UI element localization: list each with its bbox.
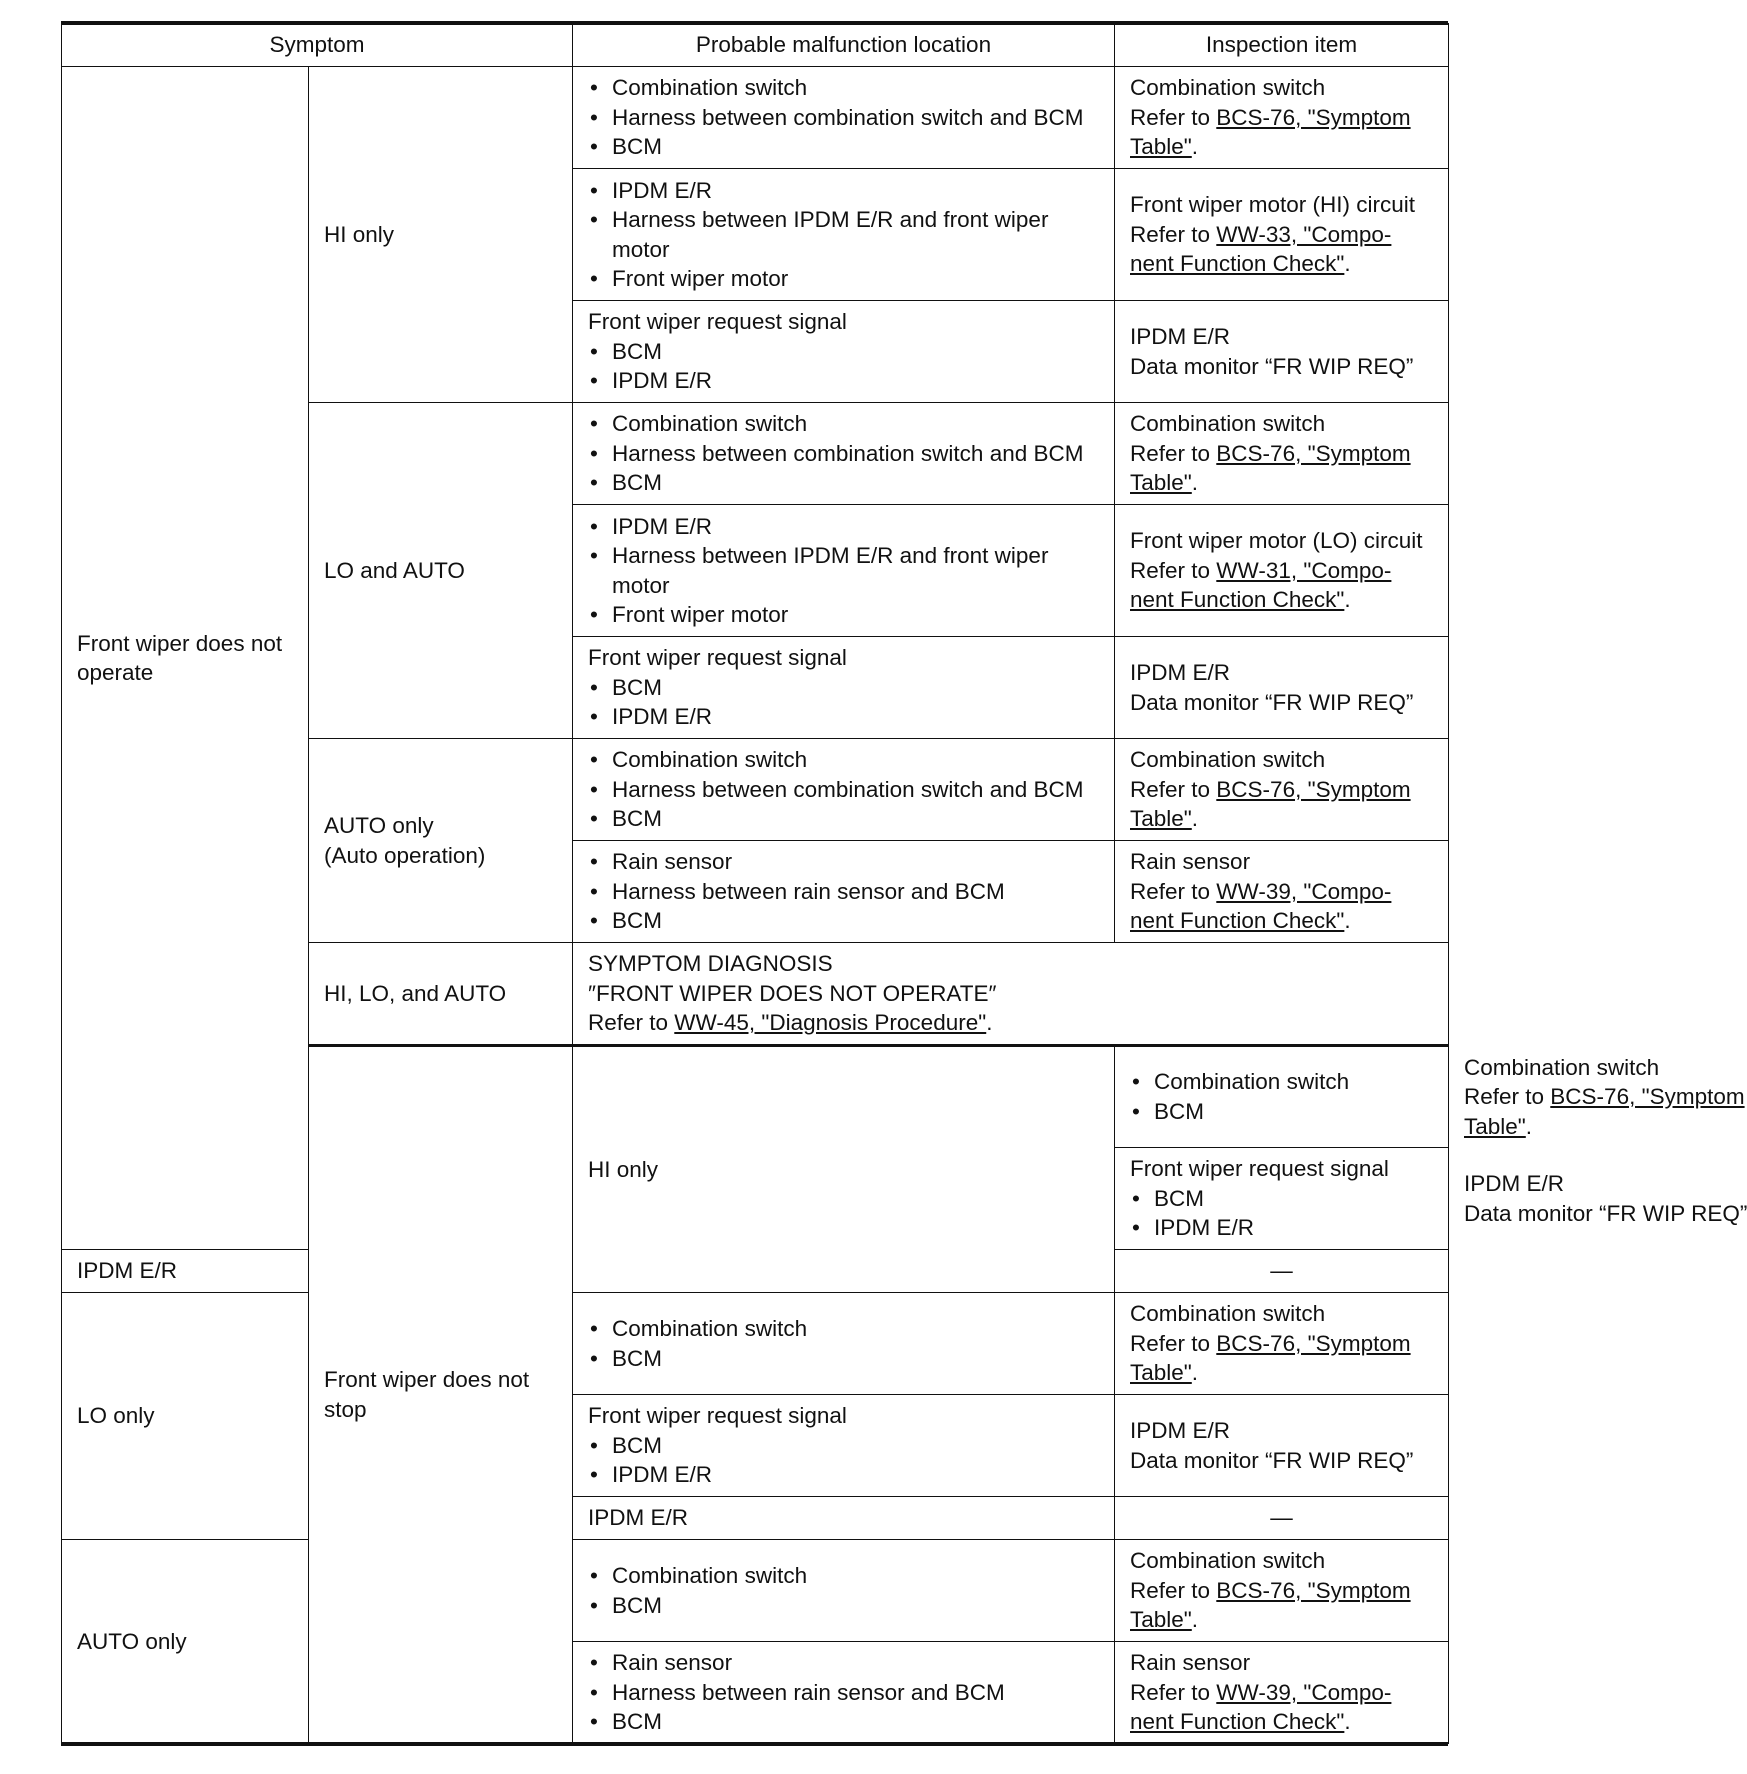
mode-cell	[573, 1045, 1115, 1293]
period-text: .	[1344, 1709, 1351, 1735]
diagnosis-text: SYMPTOM DIAGNOSIS	[588, 951, 833, 976]
reference-link[interactable]: nent Function Check"	[1130, 908, 1345, 934]
reference-link[interactable]: Table"	[1464, 1113, 1526, 1139]
reference-link[interactable]: nent Function Check"	[1130, 1709, 1345, 1735]
location-text: Front wiper request signal	[1130, 1156, 1389, 1182]
mode-text: AUTO only	[324, 813, 434, 838]
period-text: .	[1191, 470, 1199, 496]
reference-link[interactable]: WW-39, "Compo-	[1216, 1679, 1392, 1705]
reference-link[interactable]: Table"	[1130, 1607, 1192, 1633]
mode-cell	[309, 739, 573, 943]
table-row	[62, 67, 1449, 169]
reference-link[interactable]: BCS-76, "Symptom	[1216, 104, 1411, 130]
diagnosis-text: Refer to	[588, 1010, 675, 1035]
inspection-text: Front wiper motor (HI) circuit	[1130, 192, 1416, 218]
mode-cell	[309, 403, 573, 739]
table-row: Front wiper does not stop HI only • Combination switch • BCM Combination switch Refer to BCS-76, "Symptom Table".	[62, 1045, 1449, 1148]
reference-link[interactable]: WW-39, "Compo-	[1216, 878, 1392, 904]
location-cell	[573, 1497, 1115, 1540]
location-item: • Combination switch	[588, 1561, 1114, 1591]
inspection-text: Combination switch	[1130, 1548, 1326, 1574]
location-item: • Combination switch	[1130, 1067, 1448, 1097]
location-item: • BCM	[588, 468, 1114, 498]
period-text: .	[1525, 1113, 1533, 1139]
inspection-text: Combination switch	[1130, 411, 1326, 437]
mode-cell	[62, 1293, 309, 1540]
header-inspection: Inspection item	[1115, 24, 1449, 67]
inspection-cell	[1115, 403, 1449, 505]
symptom-cell	[309, 1045, 573, 1744]
inspection-text: Refer to	[1130, 1577, 1217, 1603]
inspection-text: Combination switch	[1130, 1301, 1326, 1327]
inspection-text: —	[1270, 1258, 1293, 1284]
symptom-cell	[62, 67, 309, 1250]
inspection-cell	[1115, 1540, 1449, 1642]
reference-link[interactable]: WW-31, "Compo-	[1216, 557, 1392, 583]
inspection-cell	[1115, 1395, 1449, 1497]
inspection-text: Front wiper motor (LO) circuit	[1130, 528, 1423, 554]
location-text: Front wiper request signal	[588, 645, 847, 671]
header-location: Probable malfunction location	[573, 24, 1115, 67]
location-cell	[573, 1540, 1115, 1642]
location-item: • BCM	[588, 1344, 1114, 1374]
reference-link[interactable]: WW-45, "Diagnosis Procedure"	[674, 1010, 987, 1035]
inspection-cell	[1115, 505, 1449, 637]
inspection-cell	[1115, 1497, 1449, 1540]
inspection-text: Refer to	[1130, 878, 1217, 904]
location-item: • BCM	[588, 1591, 1114, 1621]
location-text: Front wiper request signal	[588, 309, 847, 335]
inspection-text: Rain sensor	[1130, 849, 1251, 875]
location-item: • BCM	[588, 1707, 1114, 1737]
inspection-text: Combination switch	[1130, 75, 1326, 101]
location-cell	[573, 403, 1115, 505]
period-text: .	[1344, 251, 1351, 277]
location-cell	[573, 1642, 1115, 1744]
location-item: • IPDM E/R	[588, 366, 1114, 396]
reference-link[interactable]: BCS-76, "Symptom	[1216, 1577, 1411, 1603]
location-item: • IPDM E/R	[588, 702, 1114, 732]
inspection-text: Combination switch	[1130, 747, 1326, 773]
reference-link[interactable]: Table"	[1130, 806, 1192, 832]
inspection-cell	[1115, 841, 1449, 943]
period-text: .	[1191, 134, 1199, 160]
location-item: • Harness between IPDM E/R and front wiper motor	[588, 205, 1114, 264]
reference-link[interactable]: Table"	[1130, 470, 1192, 496]
inspection-text: Refer to	[1130, 221, 1217, 247]
inspection-text: Refer to	[1130, 776, 1217, 802]
mode-cell	[309, 943, 573, 1046]
period-text: .	[1344, 587, 1351, 613]
symptom-text: operate	[77, 660, 154, 685]
location-text: IPDM E/R	[588, 1505, 689, 1531]
location-item: • BCM	[588, 804, 1114, 834]
reference-link[interactable]: BCS-76, "Symptom	[1216, 776, 1411, 802]
mode-text: LO and AUTO	[324, 557, 465, 583]
location-cell	[573, 841, 1115, 943]
header-symptom: Symptom	[62, 24, 573, 67]
mode-cell	[62, 1540, 309, 1744]
period-text: .	[1191, 806, 1199, 832]
location-item: • IPDM E/R	[588, 512, 1114, 542]
inspection-cell	[1115, 1642, 1449, 1744]
location-cell	[573, 505, 1115, 637]
inspection-text: Refer to	[1130, 104, 1217, 130]
location-item: • IPDM E/R	[588, 1460, 1114, 1490]
inspection-text: Data monitor “FR WIP REQ”	[1130, 353, 1414, 379]
mode-cell	[309, 67, 573, 403]
mode-text: HI only	[324, 221, 395, 247]
location-text: IPDM E/R	[77, 1258, 178, 1284]
inspection-cell	[1115, 1293, 1449, 1395]
mode-text: HI only	[588, 1156, 659, 1182]
inspection-text: Refer to	[1130, 440, 1217, 466]
inspection-text: Data monitor “FR WIP REQ”	[1130, 689, 1414, 715]
location-item: • Harness between combination switch and BCM	[588, 103, 1114, 133]
table-row: Front wiper request signal • BCM • IPDM E/R IPDM E/R Data monitor “FR WIP REQ”	[62, 1148, 1449, 1250]
location-item: • Combination switch	[588, 1314, 1114, 1344]
location-item: • BCM	[588, 673, 1114, 703]
location-cell	[573, 67, 1115, 169]
location-item: • BCM	[588, 906, 1114, 936]
location-cell	[573, 169, 1115, 301]
location-item: • BCM	[1130, 1184, 1448, 1214]
reference-link[interactable]: BCS-76, "Symptom	[1216, 440, 1411, 466]
table-header-row	[62, 24, 1449, 67]
location-item: • Combination switch	[588, 745, 1114, 775]
table-row	[62, 1540, 1449, 1642]
location-item: • BCM	[588, 337, 1114, 367]
location-item: • Rain sensor	[588, 847, 1114, 877]
period-text: .	[1344, 908, 1351, 934]
inspection-text: —	[1270, 1505, 1293, 1531]
reference-link[interactable]: WW-33, "Compo-	[1216, 221, 1392, 247]
symptom-text: Front wiper does not	[77, 630, 283, 656]
location-text: Front wiper request signal	[588, 1403, 847, 1429]
location-cell	[62, 1250, 309, 1293]
location-item: • Harness between rain sensor and BCM	[588, 1678, 1114, 1708]
symptom-text: stop	[324, 1396, 367, 1422]
inspection-text: IPDM E/R	[1130, 660, 1231, 685]
location-item: • BCM	[1130, 1097, 1448, 1127]
table-bottom-rule	[61, 1742, 1448, 1746]
location-item: • IPDM E/R	[588, 176, 1114, 206]
period-text: .	[1191, 1607, 1199, 1633]
symptom-text: Front wiper does not	[324, 1367, 530, 1393]
location-cell	[573, 1395, 1115, 1497]
location-cell	[573, 1293, 1115, 1395]
location-item: • Harness between rain sensor and BCM	[588, 877, 1114, 907]
table-row	[62, 1293, 1449, 1395]
inspection-text: Refer to	[1130, 557, 1217, 583]
inspection-text: Rain sensor	[1130, 1650, 1251, 1676]
location-item: • Front wiper motor	[588, 600, 1114, 630]
mode-text: LO only	[77, 1403, 155, 1429]
location-cell	[573, 637, 1115, 739]
location-item: • BCM	[588, 1431, 1114, 1461]
mode-text: (Auto operation)	[324, 842, 486, 868]
inspection-cell	[1115, 67, 1449, 169]
location-item: • Harness between combination switch and BCM	[588, 439, 1114, 469]
reference-link[interactable]: BCS-76, "Symptom	[1216, 1330, 1411, 1356]
location-cell	[573, 739, 1115, 841]
inspection-cell	[1115, 1250, 1449, 1293]
location-item: • Harness between combination switch and BCM	[588, 775, 1114, 805]
location-item: • BCM	[588, 132, 1114, 162]
inspection-text: Data monitor “FR WIP REQ”	[1130, 1447, 1414, 1473]
reference-link[interactable]: nent Function Check"	[1130, 251, 1345, 277]
inspection-text: Refer to	[1464, 1084, 1551, 1109]
inspection-text: IPDM E/R	[1130, 1418, 1231, 1443]
symptom-table	[61, 23, 1747, 1744]
inspection-cell	[1115, 739, 1449, 841]
mode-text: AUTO only	[77, 1628, 187, 1654]
merged-diagnosis-cell	[573, 943, 1449, 1046]
mode-text: HI, LO, and AUTO	[324, 980, 507, 1006]
inspection-cell	[1115, 301, 1449, 403]
inspection-text: IPDM E/R	[1130, 324, 1231, 349]
location-item: • IPDM E/R	[1130, 1213, 1448, 1243]
reference-link[interactable]: BCS-76, "Symptom	[1550, 1084, 1745, 1109]
location-item: • Combination switch	[588, 409, 1114, 439]
period-text: .	[1191, 1360, 1199, 1386]
location-cell	[1115, 1045, 1449, 1148]
location-item: • Front wiper motor	[588, 264, 1114, 294]
reference-link[interactable]: nent Function Check"	[1130, 587, 1345, 613]
period-text: .	[986, 1010, 993, 1035]
reference-link[interactable]: Table"	[1130, 134, 1192, 160]
inspection-text: Refer to	[1130, 1330, 1217, 1356]
reference-link[interactable]: Table"	[1130, 1360, 1192, 1386]
diagnosis-text: ″FRONT WIPER DOES NOT OPERATE″	[588, 980, 997, 1006]
location-cell	[573, 301, 1115, 403]
location-item: • Harness between IPDM E/R and front wiper motor	[588, 541, 1114, 600]
location-item: • Rain sensor	[588, 1648, 1114, 1678]
location-cell	[1115, 1148, 1449, 1250]
inspection-cell	[1115, 637, 1449, 739]
location-item: • Combination switch	[588, 73, 1114, 103]
inspection-text: Refer to	[1130, 1679, 1217, 1705]
inspection-cell	[1115, 169, 1449, 301]
